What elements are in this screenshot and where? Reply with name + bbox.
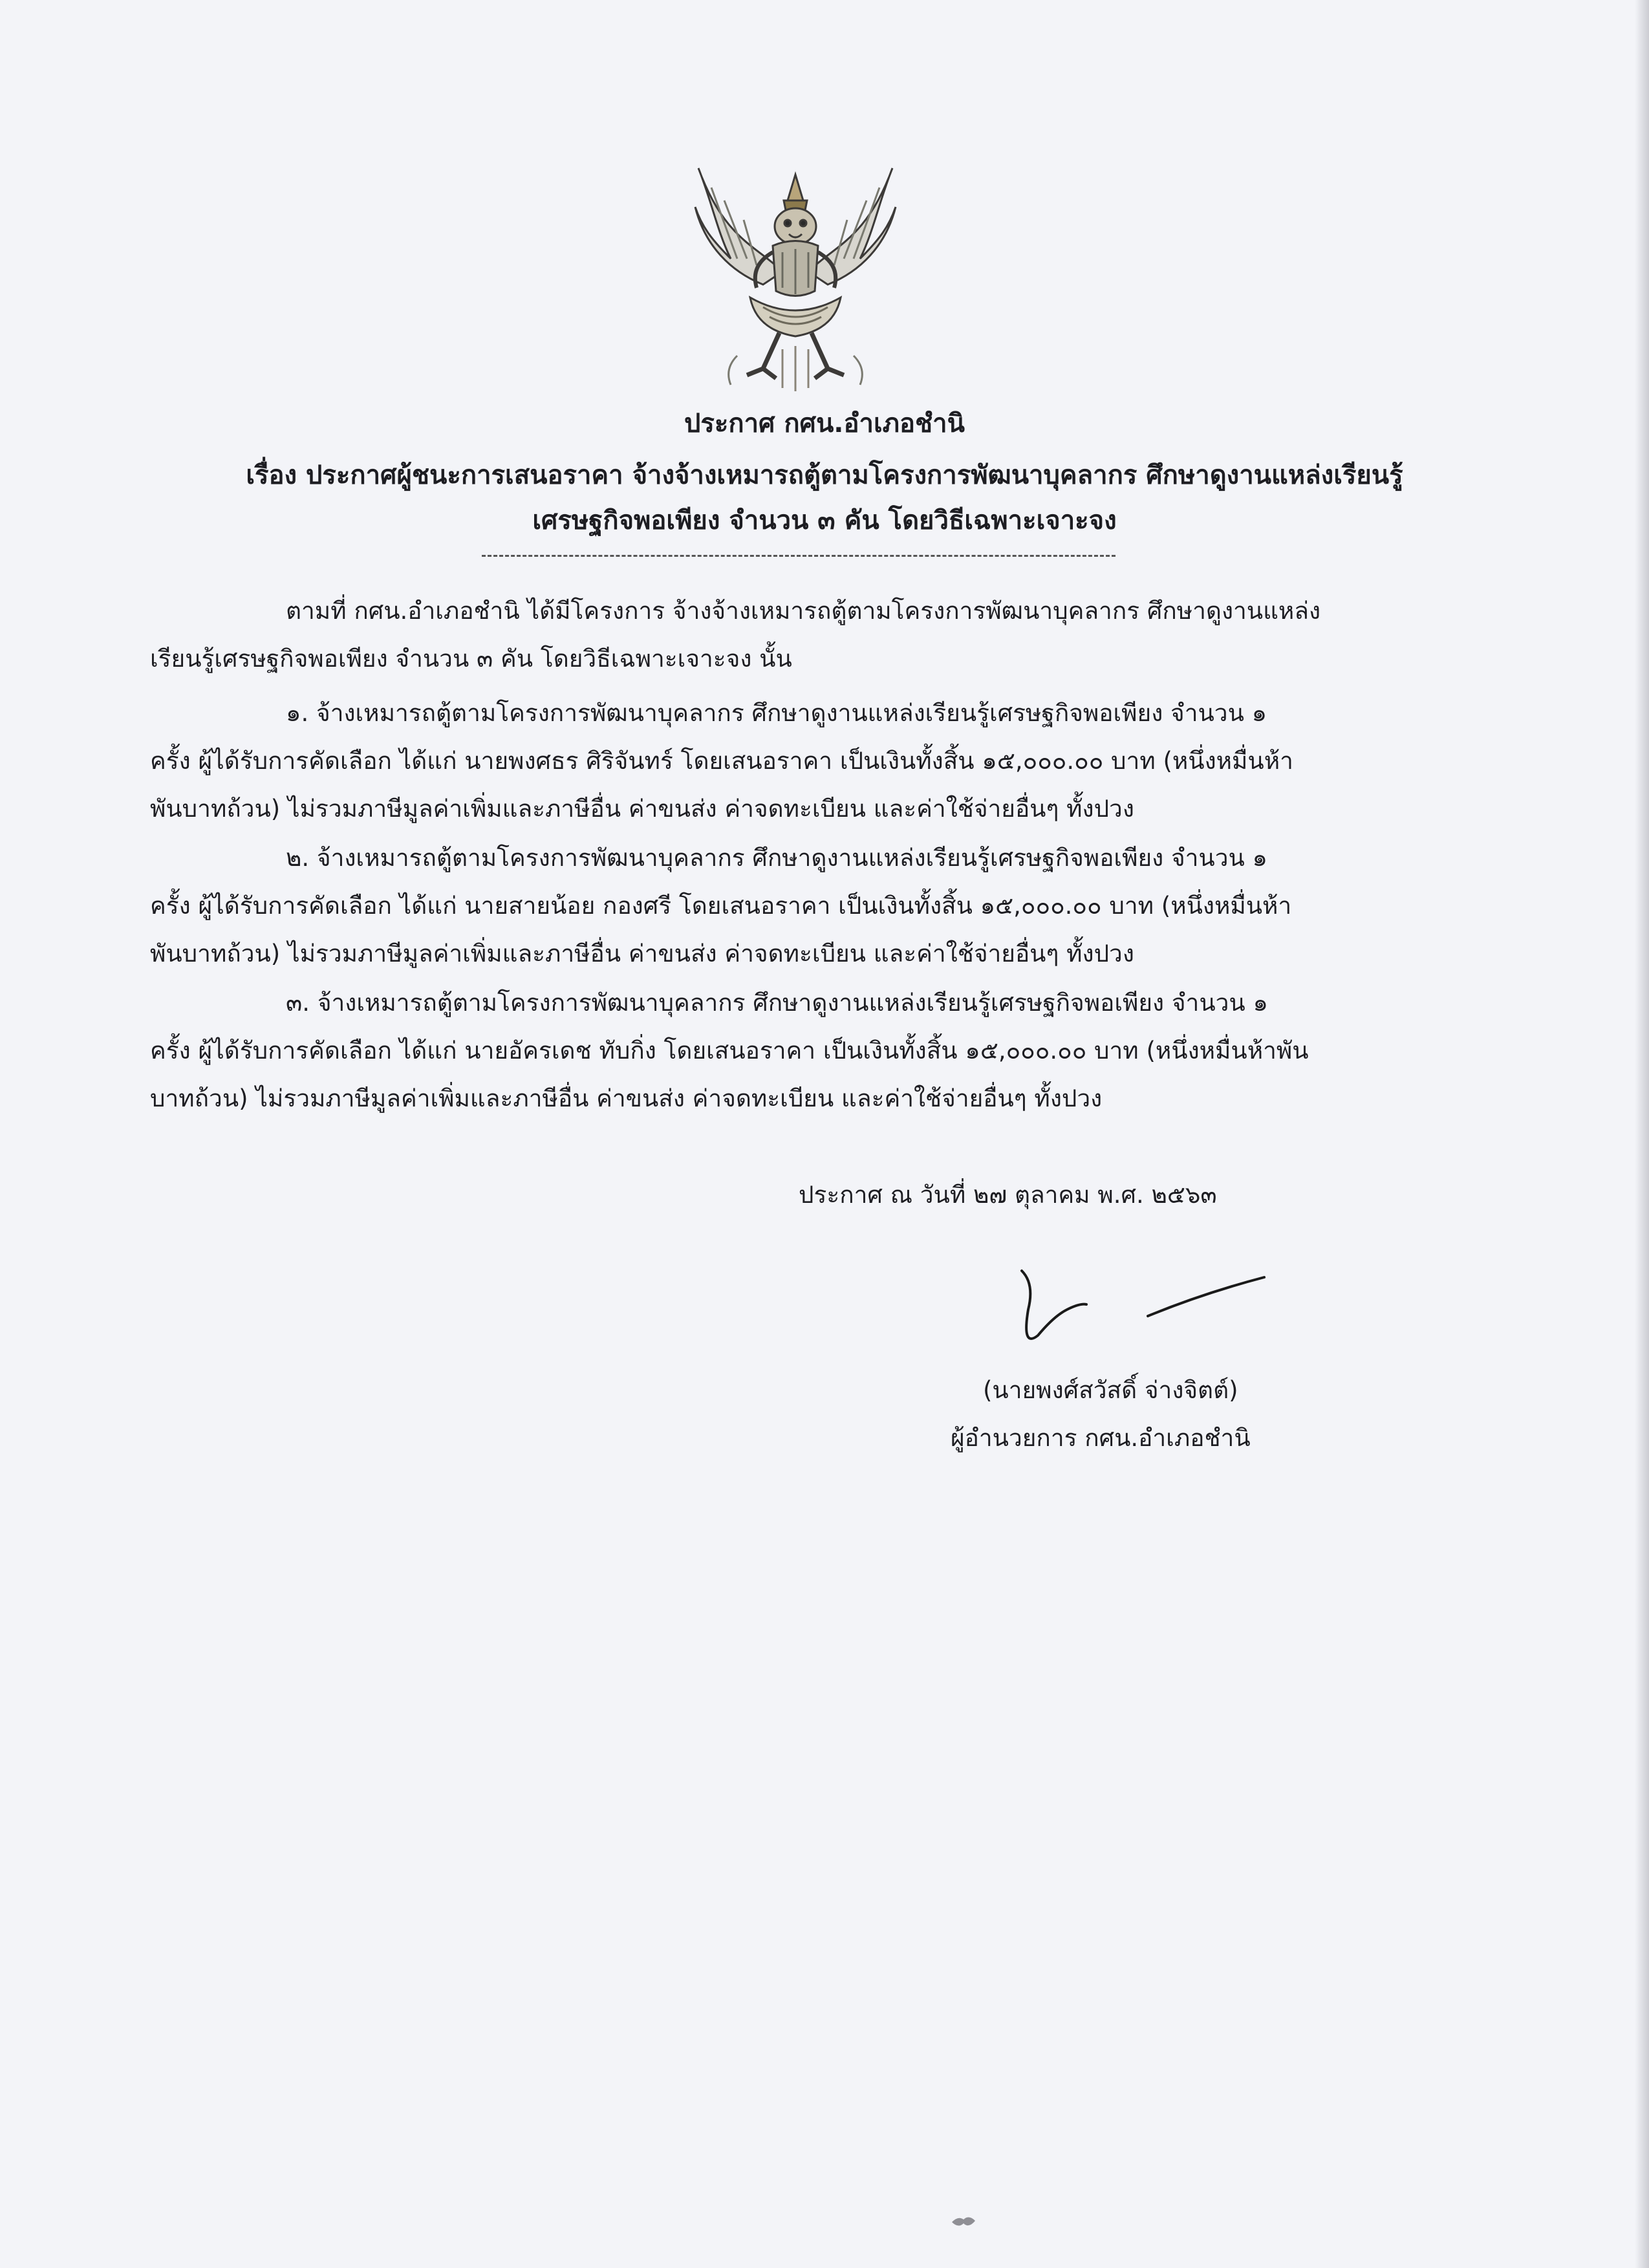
issuer-heading: ประกาศ กศน.อำเภอชำนิ bbox=[684, 409, 965, 438]
garuda-emblem-icon bbox=[685, 162, 905, 394]
signer-title: ผู้อำนวยการ กศน.อำเภอชำนิ bbox=[951, 1424, 1251, 1452]
signer-name: (นายพงศ์สวัสดิ์ จ่างจิตต์) bbox=[983, 1376, 1238, 1404]
award-item-2 bbox=[150, 834, 1456, 978]
award-item-line: ๑. จ้างเหมารถตู้ตามโครงการพัฒนาบุคลากร ศึกษาดูงานแหล่งเรียนรู้เศรษฐกิจพอเพียง จำนวน ๑ bbox=[286, 699, 1267, 727]
award-item-line: พันบาทถ้วน) ไม่รวมภาษีมูลค่าเพิ่มและภาษีอื่น ค่าขนส่ง ค่าจดทะเบียน และค่าใช้จ่ายอื่นๆ ทั้งปวง bbox=[150, 940, 1134, 967]
award-item-3 bbox=[150, 979, 1456, 1123]
award-item-1 bbox=[150, 689, 1456, 833]
signature-mark bbox=[1009, 1258, 1280, 1355]
award-item-line: พันบาทถ้วน) ไม่รวมภาษีมูลค่าเพิ่มและภาษีอื่น ค่าขนส่ง ค่าจดทะเบียน และค่าใช้จ่ายอื่นๆ ทั้งปวง bbox=[150, 795, 1134, 823]
award-item-line: ครั้ง ผู้ได้รับการคัดเลือก ได้แก่ นายพงศธร ศิริจันทร์ โดยเสนอราคา เป็นเงินทั้งสิ้น ๑๕,๐๐๐.๐๐ บาท (หนึ่งหมื่นห้า bbox=[150, 747, 1293, 775]
award-item-line: บาทถ้วน) ไม่รวมภาษีมูลค่าเพิ่มและภาษีอื่น ค่าขนส่ง ค่าจดทะเบียน และค่าใช้จ่ายอื่นๆ ทั้งปวง bbox=[150, 1085, 1103, 1112]
scan-edge-shadow bbox=[1635, 0, 1649, 2268]
award-item-line: ครั้ง ผู้ได้รับการคัดเลือก ได้แก่ นายอัครเดช ทับกิ่ง โดยเสนอราคา เป็นเงินทั้งสิ้น ๑๕,๐๐๐.๐๐ บาท (หนึ่งหมื่นห้าพัน bbox=[150, 1037, 1309, 1064]
intro-line: ตามที่ กศน.อำเภอชำนิ ได้มีโครงการ จ้างจ้างเหมารถตู้ตามโครงการพัฒนาบุคลากร ศึกษาดูงานแหล่ง bbox=[286, 597, 1321, 625]
announcement-date: ประกาศ ณ วันที่ ๒๗ ตุลาคม พ.ศ. ๒๕๖๓ bbox=[799, 1181, 1217, 1209]
award-item-line: ๓. จ้างเหมารถตู้ตามโครงการพัฒนาบุคลากร ศึกษาดูงานแหล่งเรียนรู้เศรษฐกิจพอเพียง จำนวน ๑ bbox=[286, 989, 1268, 1017]
scan-speck-mark bbox=[949, 2212, 978, 2231]
subject-line-2: เศรษฐกิจพอเพียง จำนวน ๓ คัน โดยวิธีเฉพาะเจาะจง bbox=[532, 506, 1117, 535]
award-item-line: ครั้ง ผู้ได้รับการคัดเลือก ได้แก่ นายสายน้อย กองศรี โดยเสนอราคา เป็นเงินทั้งสิ้น ๑๕,๐๐๐.๐๐ บาท (หนึ่งหมื่นห้า bbox=[150, 892, 1292, 920]
subject-line-1: เรื่อง ประกาศผู้ชนะการเสนอราคา จ้างจ้างเหมารถตู้ตามโครงการพัฒนาบุคลากร ศึกษาดูงานแหล่งเรียนรู้ bbox=[246, 460, 1403, 490]
intro-line: เรียนรู้เศรษฐกิจพอเพียง จำนวน ๓ คัน โดยวิธีเฉพาะเจาะจง นั้น bbox=[150, 645, 792, 673]
intro-paragraph bbox=[150, 587, 1456, 683]
award-item-line: ๒. จ้างเหมารถตู้ตามโครงการพัฒนาบุคลากร ศึกษาดูงานแหล่งเรียนรู้เศรษฐกิจพอเพียง จำนวน ๑ bbox=[286, 844, 1268, 872]
header-divider bbox=[482, 555, 1116, 557]
